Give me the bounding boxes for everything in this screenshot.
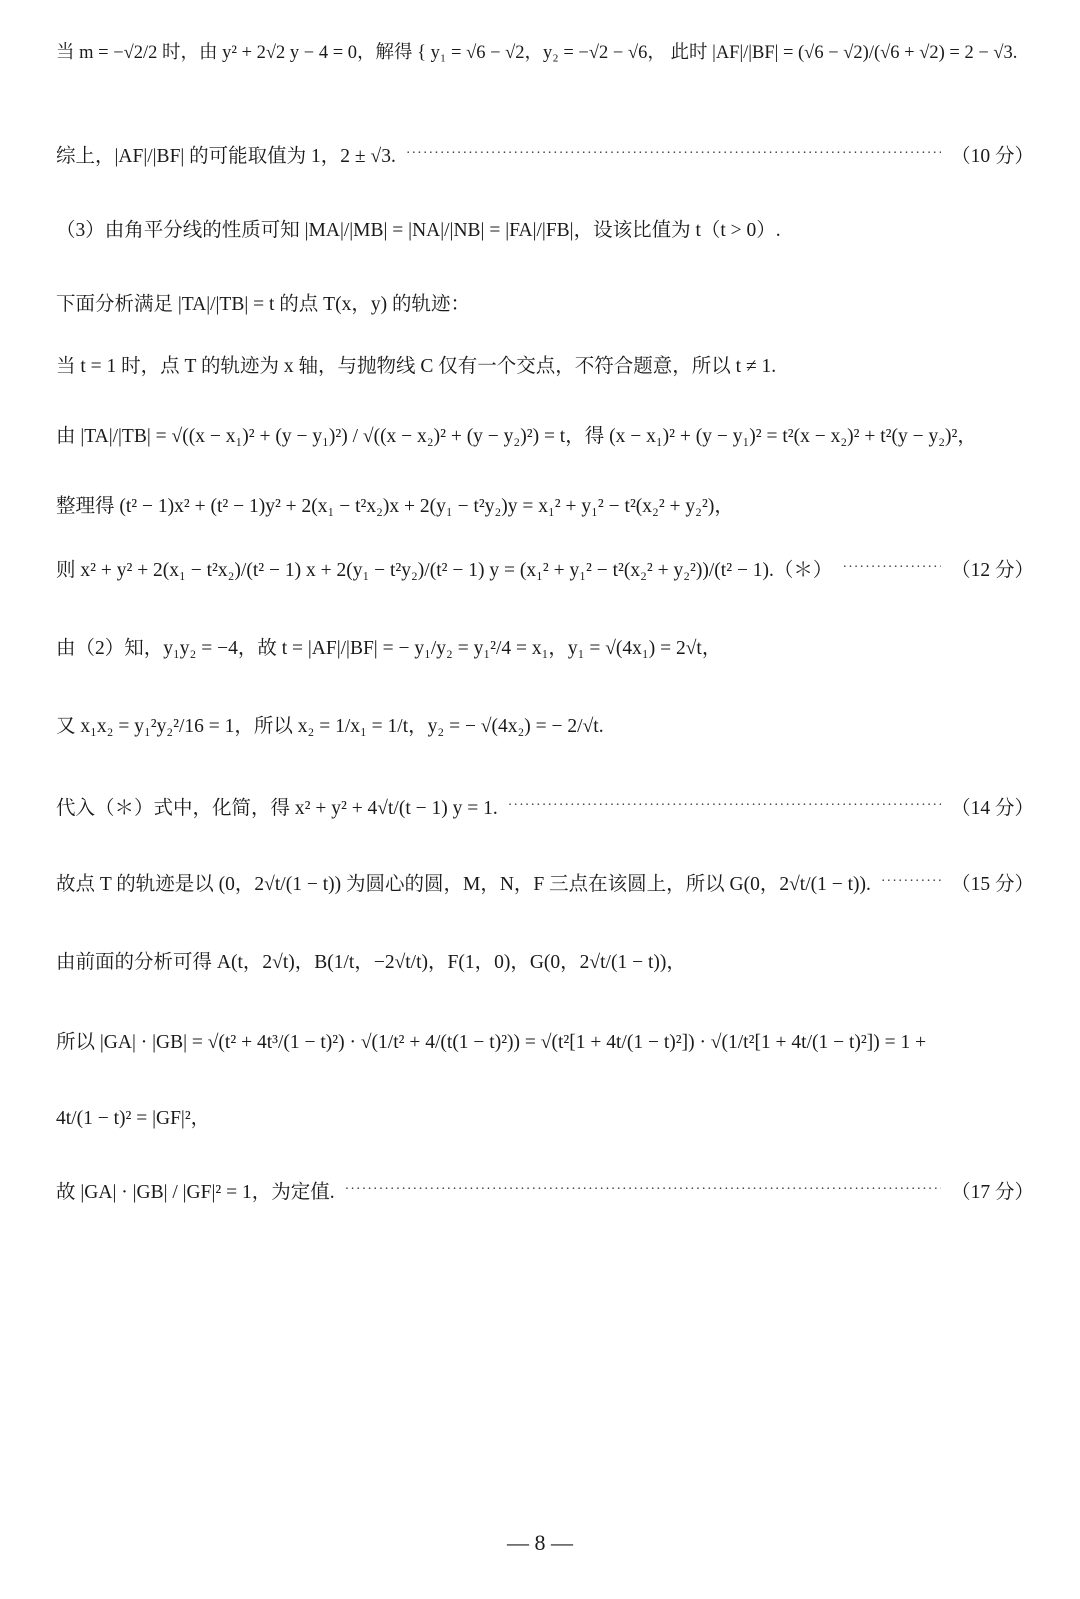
text-line-9-content: 由（2）知，y₁y₂ = −4，故 t = |AF|/|BF| = − y₁/y₂ = y₁²/4 = x₁，y₁ = √(4x₁) = 2√t， — [56, 638, 722, 659]
text-line-15-content: 4t/(1 − t)² = |GF|²， — [56, 1108, 211, 1129]
leader-dots — [842, 560, 941, 576]
text-line-8-content: 则 x² + y² + 2(x₁ − t²x₂)/(t² − 1) x + 2(y₁ − t²y₂)/(t² − 1) y = (x₁² + y₁² − t²(x₂² + y₂²))/(t² − 1).（＊） — [56, 560, 833, 581]
text-line-11-content: 代入（＊）式中，化简，得 x² + y² + 4√t/(t − 1) y = 1. — [56, 798, 498, 819]
leader-dots — [345, 1182, 942, 1198]
text-line-12-content: 故点 T 的轨迹是以 (0，2√t/(1 − t)) 为圆心的圆，M，N，F 三点在该圆上，所以 G(0，2√t/(1 − t)). — [56, 874, 871, 895]
text-line-8 — [56, 554, 1034, 582]
text-line-11 — [56, 792, 1034, 820]
text-line-1-content: 当 m = −√2/2 时，由 y² + 2√2 y − 4 = 0，解得 { y₁ = √6 − √2，y₂ = −√2 − √6， 此时 |AF|/|BF| = (√6 − √2)/(√6 + √2) = 2 − √3. — [56, 43, 1018, 63]
text-line-12 — [56, 868, 1034, 896]
score-label: （10 分） — [951, 146, 1034, 167]
text-line-2 — [56, 140, 1034, 168]
score-label: （14 分） — [951, 798, 1034, 819]
text-line-7 — [56, 490, 1034, 518]
leader-dots — [508, 798, 941, 814]
leader-dots — [406, 146, 941, 162]
text-line-14-content: 所以 |GA| · |GB| = √(t² + 4t³/(1 − t)²) · √(1/t² + 4/(t(1 − t)²)) = √(t²[1 + 4t/(1 − t)²]) · √(1/t²[1 + 4t/(1 − t)²]) = 1 + — [56, 1032, 927, 1053]
text-line-7-content: 整理得 (t² − 1)x² + (t² − 1)y² + 2(x₁ − t²x₂)x + 2(y₁ − t²y₂)y = x₁² + y₁² − t²(x₂² + y₂²)， — [56, 496, 734, 517]
text-line-2-content: 综上，|AF|/|BF| 的可能取值为 1，2 ± √3. — [56, 146, 396, 167]
score-label: （15 分） — [951, 874, 1034, 895]
text-line-5-content: 当 t = 1 时，点 T 的轨迹为 x 轴，与抛物线 C 仅有一个交点，不符合题意，所以 t ≠ 1. — [56, 356, 777, 377]
text-line-4 — [56, 288, 1034, 316]
text-line-10-content: 又 x₁x₂ = y₁²y₂²/16 = 1，所以 x₂ = 1/x₁ = 1/t，y₂ = − √(4x₂) = − 2/√t. — [56, 716, 604, 737]
text-line-16-content: 故 |GA| · |GB| / |GF|² = 1，为定值. — [56, 1182, 335, 1203]
text-line-15 — [56, 1102, 1034, 1130]
text-line-6-content: 由 |TA|/|TB| = √((x − x₁)² + (y − y₁)²) / √((x − x₂)² + (y − y₂)²) = t，得 (x − x₁)² + (y − y₁)² = t²(x − x₂)² + t²(y − y₂)²， — [56, 426, 977, 447]
text-line-4-content: 下面分析满足 |TA|/|TB| = t 的点 T(x，y) 的轨迹： — [56, 294, 470, 315]
text-line-16 — [56, 1176, 1034, 1204]
text-line-3 — [56, 214, 1034, 242]
text-line-3-content: （3）由角平分线的性质可知 |MA|/|MB| = |NA|/|NB| = |FA|/|FB|，设该比值为 t（t > 0）. — [56, 220, 781, 241]
text-line-9 — [56, 632, 1034, 660]
score-label: （17 分） — [951, 1182, 1034, 1203]
text-line-13 — [56, 946, 1034, 974]
text-line-6 — [56, 420, 1034, 448]
text-line-10 — [56, 710, 1034, 738]
score-label: （12 分） — [951, 560, 1034, 581]
text-line-14 — [56, 1026, 1034, 1054]
leader-dots — [881, 874, 941, 890]
text-line-1 — [56, 38, 1034, 64]
text-line-13-content: 由前面的分析可得 A(t，2√t)，B(1/t，−2√t/t)，F(1，0)，G(0，2√t/(1 − t))， — [56, 952, 686, 973]
text-line-5 — [56, 350, 1034, 378]
page-number: — 8 — — [507, 1530, 573, 1555]
